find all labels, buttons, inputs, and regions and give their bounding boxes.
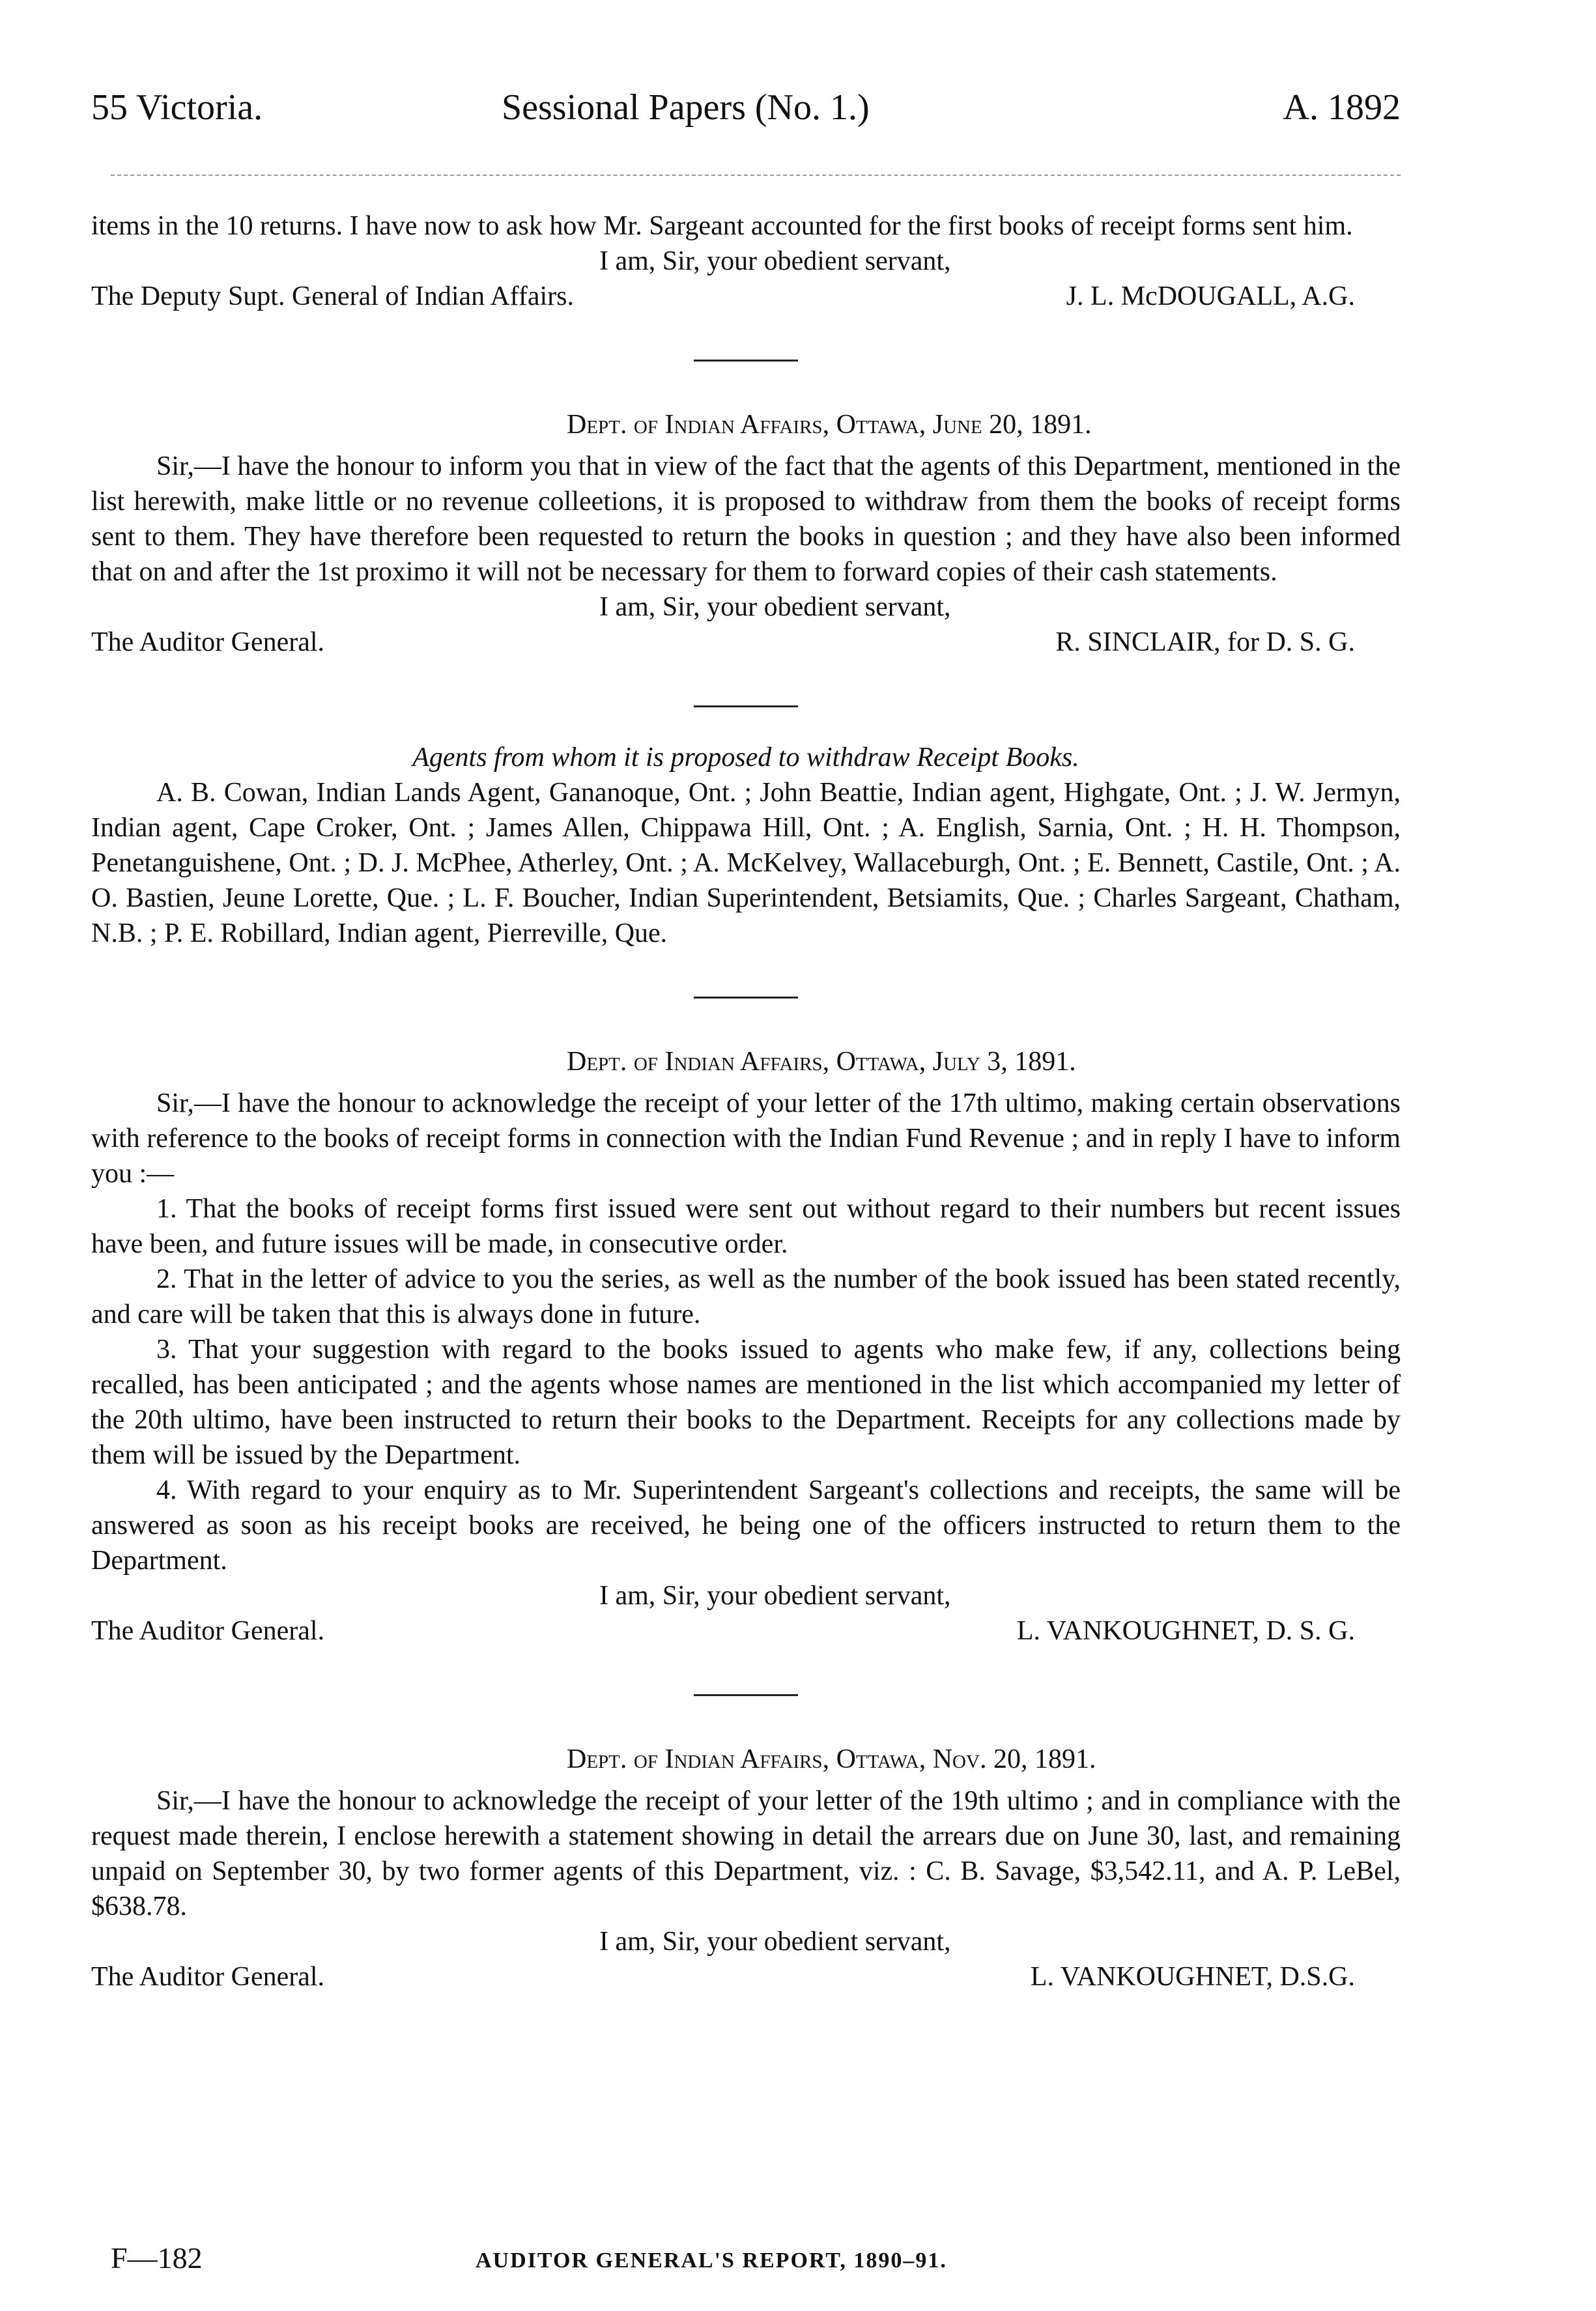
letter-july-signature: L. VANKOUGHNET, D. S. G. xyxy=(1016,1616,1355,1646)
letter-july xyxy=(91,1044,1401,1649)
letter-top-signature-row xyxy=(91,279,1401,314)
footer-page-number: F—182 xyxy=(111,2241,203,2275)
letter-nov-body: Sir,—I have the honour to acknowledge the receipt of your letter of the 19th ultimo ; and in compliance with the request made therein, I enclose herewith a statement showing in detail the arrears due on June 30, last, and remaining unpaid on September 30, by two former agents of this Department, viz. : C. B. Savage, $3,542.11, and A. P. LeBel, $638.78. xyxy=(91,1786,1401,1921)
letter-top-text: items in the 10 returns. I have now to ask how Mr. Sargeant accounted for the first books of receipt forms sent him. xyxy=(91,211,1353,241)
letter-nov-dateline: Dept. of Indian Affairs, Ottawa, Nov. 20, 1891. xyxy=(567,1744,1096,1774)
letter-july-dateline: Dept. of Indian Affairs, Ottawa, July 3, 1891. xyxy=(567,1047,1076,1077)
letter-july-intro: Sir,—I have the honour to acknowledge the receipt of your letter of the 17th ultimo, making certain observations with reference to the books of receipt forms in connection with the Indian Fund Revenue ; and in reply I have to inform you :— xyxy=(91,1088,1401,1189)
letter-nov-recipient: The Auditor General. xyxy=(91,1962,325,1992)
agents-list-title: Agents from whom it is proposed to withdraw Receipt Books. xyxy=(412,743,1079,773)
letter-nov-signature-row xyxy=(91,1959,1401,1994)
letter-nov-signature: L. VANKOUGHNET, D.S.G. xyxy=(1030,1962,1355,1992)
letter-july-closing: I am, Sir, your obedient servant, xyxy=(599,1581,951,1611)
header-title: Sessional Papers (No. 1.) xyxy=(502,87,870,128)
letter-july-point: 4. With regard to your enquiry as to Mr. Superintendent Sargeant's collections and receipts, the same will be answered as soon as his receipt books are received, he being one of the officers instructed to return them to the Department. xyxy=(91,1475,1401,1576)
letter-june-signature: R. SINCLAIR, for D. S. G. xyxy=(1055,627,1355,657)
letter-july-point: 2. That in the letter of advice to you the series, as well as the number of the book issued has been stated recently, and care will be taken that this is always done in future. xyxy=(91,1264,1401,1329)
letter-july-signature-row xyxy=(91,1613,1401,1649)
agents-list-text: A. B. Cowan, Indian Lands Agent, Gananoque, Ont. ; John Beattie, Indian agent, Highgate, Ont. ; J. W. Jermyn, Indian agent, Cape Croker, Ont. ; James Allen, Chippawa Hill, Ont. ; A. English, Sarnia, Ont. ; H. H. Thompson, Penetanguishene, Ont. ; D. J. McPhee, Atherley, Ont. ; A. McKelvey, Wallaceburgh, Ont. ; E. Bennett, Castile, Ont. ; A. O. Bastien, Jeune Lorette, Que. ; L. F. Boucher, Indian Superintendent, Betsiamits, Que. ; Charles Sargeant, Chatham, N.B. ; P. E. Robillard, Indian agent, Pierreville, Que. xyxy=(91,778,1401,948)
section-divider xyxy=(694,705,798,707)
section-divider xyxy=(694,997,798,999)
letter-top-recipient: The Deputy Supt. General of Indian Affairs. xyxy=(91,281,575,311)
letter-top-closing: I am, Sir, your obedient servant, xyxy=(599,246,951,276)
letter-june-signature-row xyxy=(91,625,1401,660)
letter-nov xyxy=(91,1742,1401,1994)
letter-top-signature: J. L. McDOUGALL, A.G. xyxy=(1066,281,1355,311)
agents-list xyxy=(91,740,1401,951)
letter-june-recipient: The Auditor General. xyxy=(91,627,325,657)
letters-column xyxy=(91,208,1401,1994)
section-divider xyxy=(694,1694,798,1696)
letter-june-closing: I am, Sir, your obedient servant, xyxy=(599,592,951,622)
letter-july-recipient: The Auditor General. xyxy=(91,1616,325,1646)
letter-june-body: Sir,—I have the honour to inform you that in view of the fact that the agents of this Department, mentioned in the list herewith, make little or no revenue colleetions, it is proposed to withdraw from them the books of receipt forms sent to them. They have therefore been requested to return the books in question ; and they have also been informed that on and after the 1st proximo it will not be necessary for them to forward copies of their cash statements. xyxy=(91,451,1401,587)
letter-june-dateline: Dept. of Indian Affairs, Ottawa, June 20, 1891. xyxy=(567,410,1092,440)
page-header xyxy=(91,85,1401,137)
letter-july-point: 3. That your suggestion with regard to the books issued to agents who make few, if any, collections being recalled, has been anticipated ; and the agents whose names are mentioned in the list which accompanied my letter of the 20th ultimo, have been instructed to return their books to the Department. Receipts for any collections made by them will be issued by the Department. xyxy=(91,1335,1401,1470)
page-footer xyxy=(111,2241,1401,2286)
letter-top xyxy=(91,208,1401,314)
header-divider xyxy=(111,175,1401,176)
section-divider xyxy=(694,360,798,362)
header-year: A. 1892 xyxy=(1283,87,1401,128)
letter-nov-closing: I am, Sir, your obedient servant, xyxy=(599,1927,951,1957)
footer-report-title: AUDITOR GENERAL'S REPORT, 1890–91. xyxy=(476,2248,947,2273)
letter-july-point: 1. That the books of receipt forms first issued were sent out without regard to their numbers but recent issues have been, and future issues will be made, in consecutive order. xyxy=(91,1194,1401,1259)
header-session: 55 Victoria. xyxy=(91,87,263,128)
letter-june xyxy=(91,407,1401,660)
